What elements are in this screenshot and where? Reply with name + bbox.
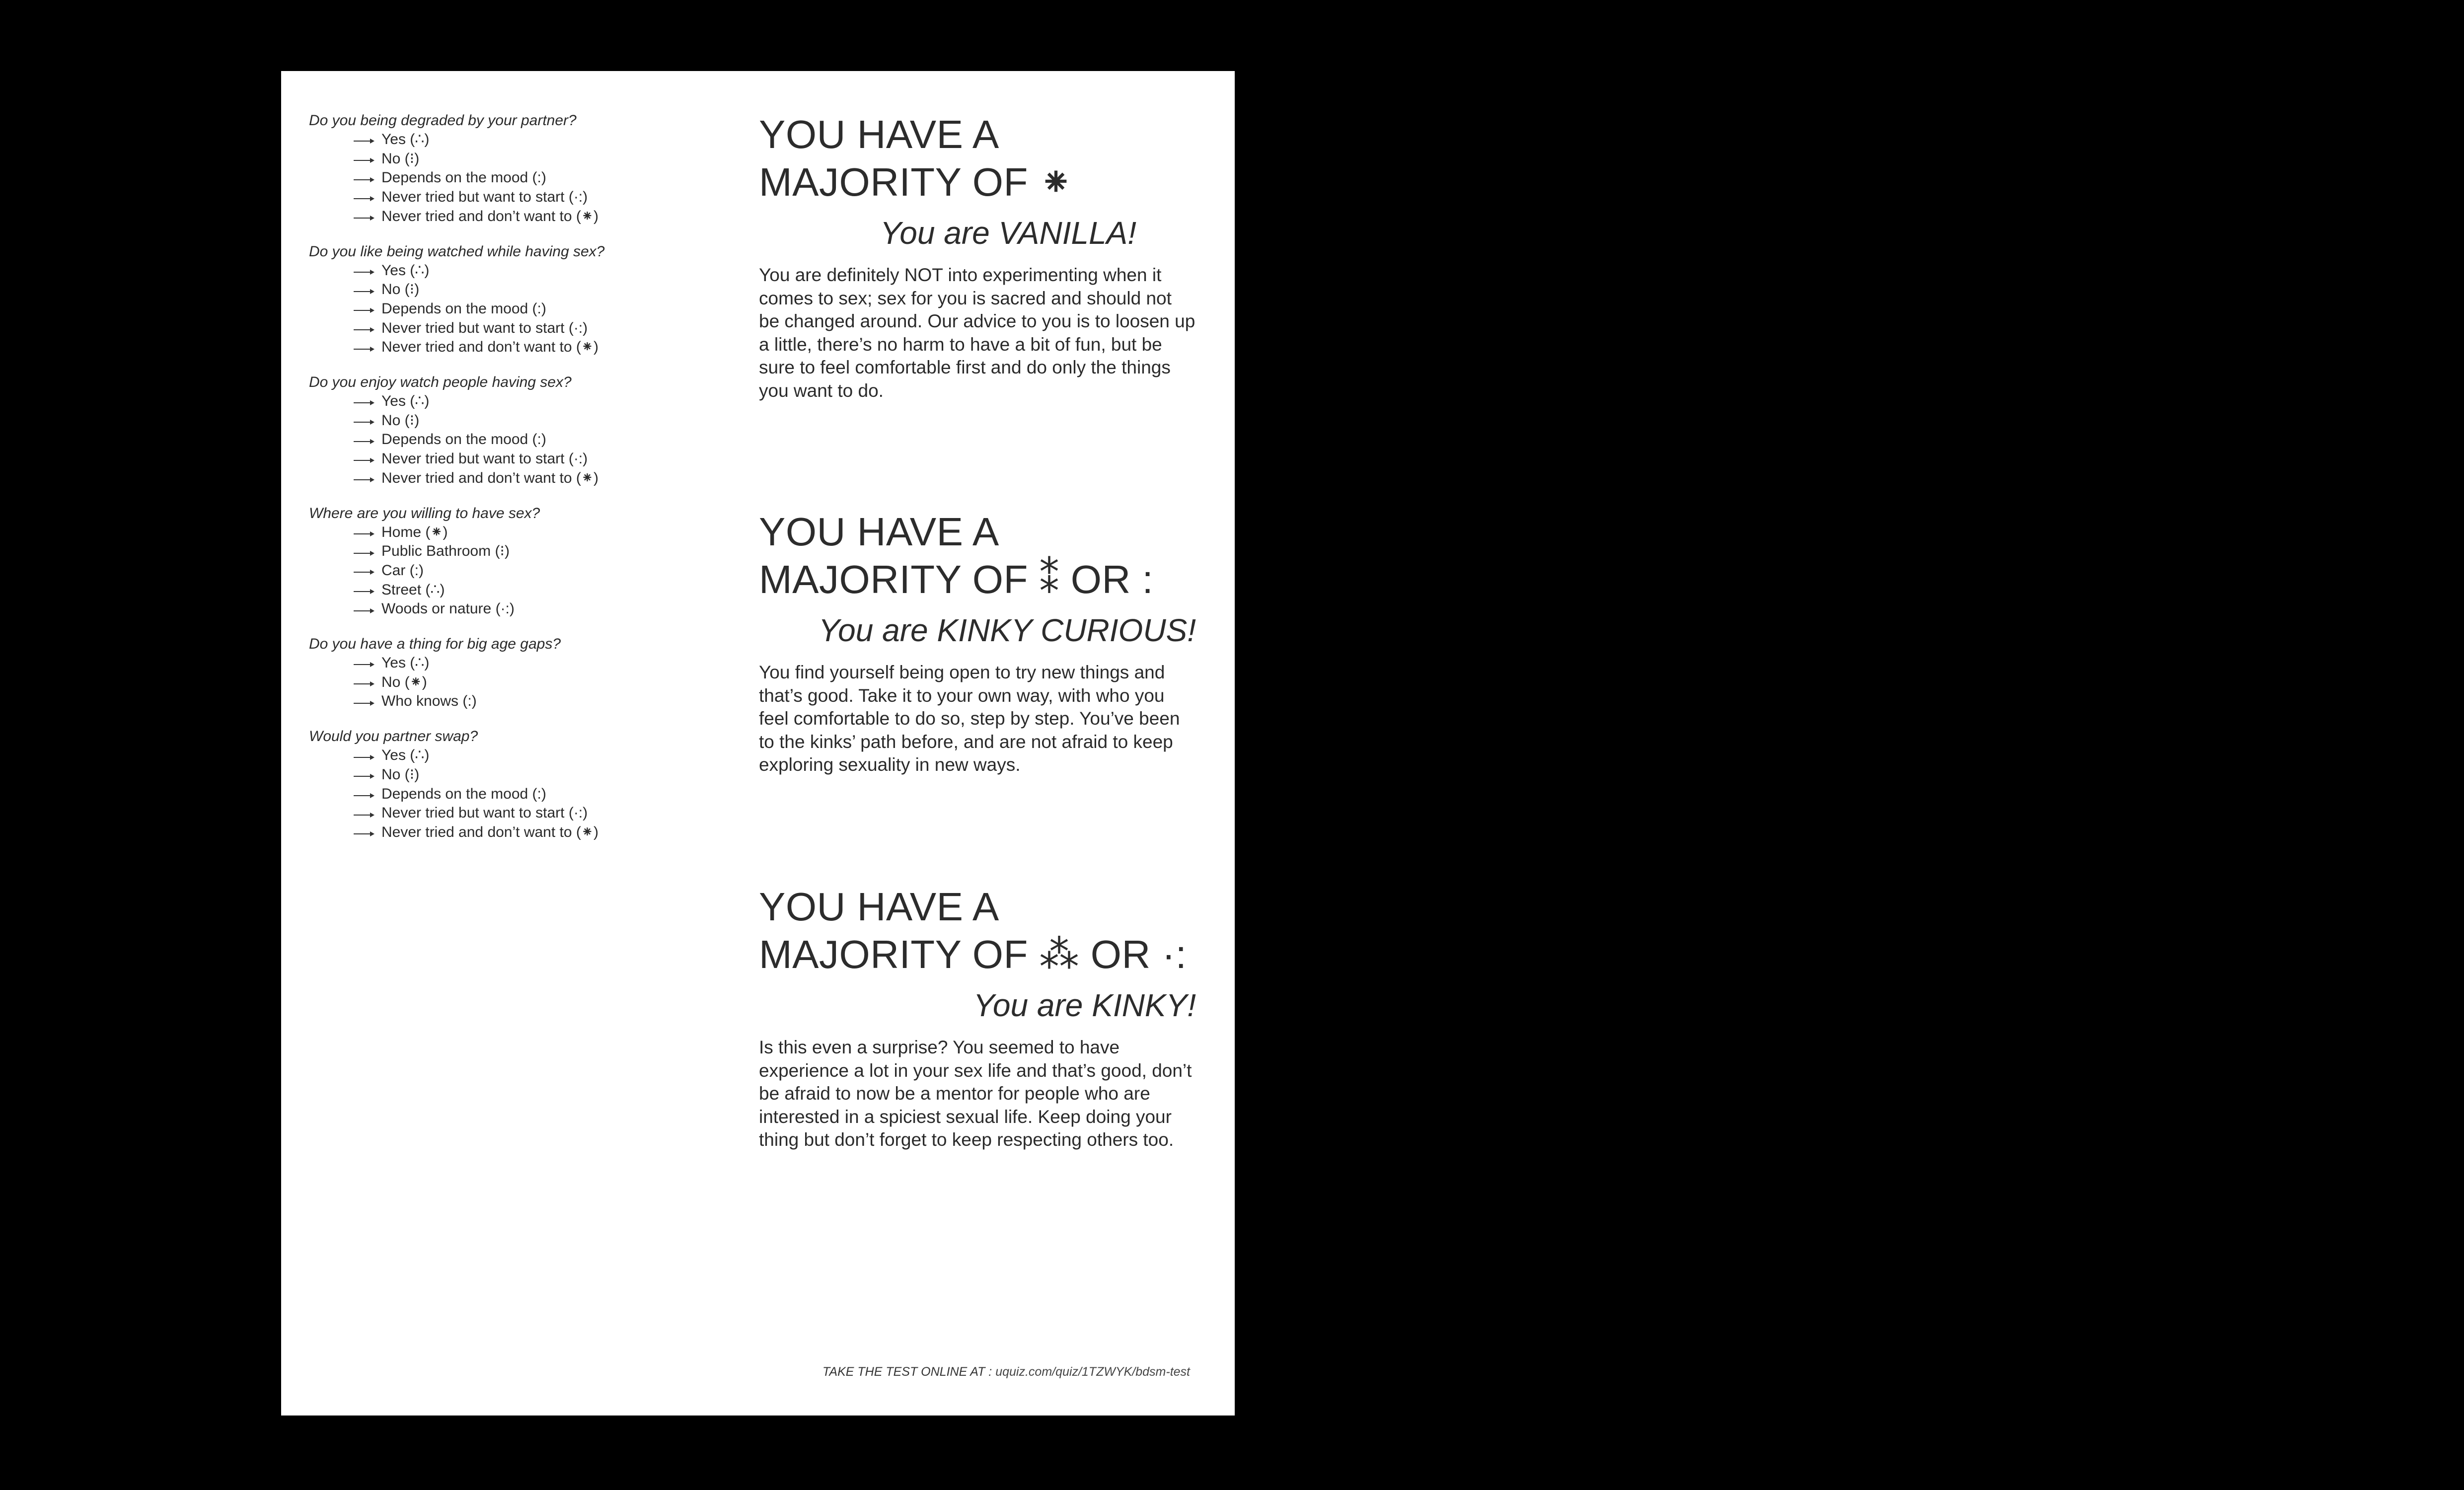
- result-heading: [759, 508, 1196, 603]
- arrow-icon: [354, 585, 374, 595]
- option-label: Never tried but want to start (·:): [381, 189, 588, 206]
- arrow-icon: [354, 566, 374, 576]
- option-item: [309, 765, 736, 785]
- footer-label: TAKE THE TEST ONLINE AT :: [822, 1365, 992, 1379]
- option-item: [309, 581, 736, 600]
- question-title: Do you have a thing for big age gaps?: [309, 636, 561, 653]
- option-label: Yes (∴): [381, 655, 430, 671]
- result-heading-line: YOU HAVE A: [759, 510, 999, 554]
- option-label: Never tried and don’t want to (⁕): [381, 208, 599, 224]
- option-label: Street (∴): [381, 581, 445, 598]
- result-description: You find yourself being open to try new things and that’s good. Take it to your own way, with who you feel comfortable to do so, step by step. You’ve been to the kinks’ path before, and are not afraid to keep exploring sexuality in new ways.: [759, 662, 1180, 775]
- arrow-icon: [354, 173, 374, 183]
- option-label: Depends on the mood (:): [381, 785, 546, 802]
- option-label: No (⁝): [381, 150, 420, 167]
- arrow-icon: [354, 789, 374, 799]
- option-item: [309, 523, 736, 542]
- option-label: No (⁝): [381, 766, 420, 783]
- option-label: Never tried but want to start (·:): [381, 805, 588, 821]
- arrow-icon: [354, 266, 374, 276]
- result-heading: [759, 111, 1196, 206]
- arrow-icon: [354, 454, 374, 464]
- result-description: You are definitely NOT into experimenting when it comes to sex; sex for you is sacred and should not be changed around. Our advice to you is to loosen up a little, there’s no harm to have a bit of fun, but be sure to feel comfortable first and do only the things you want to do.: [759, 265, 1195, 401]
- option-item: [309, 338, 736, 357]
- option-item: [309, 804, 736, 823]
- option-label: Never tried but want to start (·:): [381, 319, 588, 336]
- arrow-icon: [354, 396, 374, 406]
- option-label: Depends on the mood (:): [381, 431, 546, 448]
- option-label: Public Bathroom (⁝): [381, 543, 510, 560]
- option-item: [309, 411, 736, 431]
- result-kinky-curious: [759, 508, 1196, 777]
- result-heading-line: MAJORITY OF ⁂ OR ·:: [759, 932, 1187, 976]
- option-label: No (⁕): [381, 673, 427, 690]
- arrow-icon: [354, 697, 374, 707]
- option-label: Who knows (:): [381, 693, 477, 710]
- result-heading-line: YOU HAVE A: [759, 112, 999, 156]
- question-title: Would you partner swap?: [309, 728, 478, 745]
- option-item: [309, 673, 736, 692]
- arrow-icon: [354, 527, 374, 537]
- arrow-icon: [354, 135, 374, 145]
- option-item: [309, 130, 736, 149]
- arrow-icon: [354, 809, 374, 819]
- option-label: Never tried and don’t want to (⁕): [381, 469, 599, 486]
- arrow-icon: [354, 154, 374, 164]
- option-item: [309, 823, 736, 842]
- arrow-icon: [354, 212, 374, 222]
- arrow-icon: [354, 473, 374, 483]
- option-item: [309, 188, 736, 207]
- arrow-icon: [354, 304, 374, 314]
- option-label: Yes (∴): [381, 393, 430, 410]
- option-label: No (⁝): [381, 281, 420, 298]
- option-item: [309, 561, 736, 581]
- option-item: [309, 599, 736, 619]
- option-label: Depends on the mood (:): [381, 169, 546, 186]
- option-label: Yes (∴): [381, 131, 430, 148]
- option-item: [309, 392, 736, 411]
- question-6: [309, 727, 736, 842]
- footer-note: [822, 1365, 1190, 1379]
- arrow-icon: [354, 285, 374, 295]
- question-4: [309, 504, 736, 619]
- arrow-icon: [354, 827, 374, 837]
- option-label: Yes (∴): [381, 747, 430, 764]
- option-item: [309, 746, 736, 765]
- arrow-icon: [354, 547, 374, 557]
- option-item: [309, 299, 736, 319]
- option-label: No (⁝): [381, 412, 420, 429]
- option-item: [309, 280, 736, 299]
- option-label: Never tried and don’t want to (⁕): [381, 339, 599, 356]
- question-5: [309, 634, 736, 711]
- arrow-icon: [354, 751, 374, 761]
- option-item: [309, 207, 736, 226]
- option-label: Depends on the mood (:): [381, 300, 546, 317]
- arrow-icon: [354, 604, 374, 614]
- quiz-page: [281, 71, 1235, 1416]
- arrow-icon: [354, 192, 374, 202]
- option-label: Home (⁕): [381, 523, 448, 540]
- quiz-link[interactable]: uquiz.com/quiz/1TZWYK/bdsm-test: [995, 1365, 1190, 1379]
- result-vanilla: [759, 111, 1196, 402]
- option-item: [309, 654, 736, 673]
- result-subtitle: You are KINKY CURIOUS!: [819, 612, 1196, 648]
- result-subtitle: You are KINKY!: [973, 987, 1196, 1023]
- arrow-icon: [354, 416, 374, 426]
- arrow-icon: [354, 323, 374, 333]
- option-item: [309, 542, 736, 561]
- question-title: Where are you willing to have sex?: [309, 505, 540, 522]
- question-2: [309, 242, 736, 358]
- option-item: [309, 430, 736, 449]
- arrow-icon: [354, 770, 374, 780]
- result-kinky: [759, 883, 1196, 1152]
- result-heading: [759, 883, 1196, 978]
- option-item: [309, 469, 736, 488]
- result-heading-line: YOU HAVE A: [759, 885, 999, 929]
- question-1: [309, 111, 736, 226]
- option-label: Never tried but want to start (·:): [381, 450, 588, 467]
- option-label: Never tried and don’t want to (⁕): [381, 823, 599, 840]
- arrow-icon: [354, 677, 374, 687]
- question-title: Do you enjoy watch people having sex?: [309, 374, 572, 391]
- arrow-icon: [354, 435, 374, 445]
- result-description: Is this even a surprise? You seemed to have experience a lot in your sex life and that’s good, don’t be afraid to now be a mentor for people who are interested in a spiciest sexual life. Keep doing your thing but don’t forget to keep respecting others too.: [759, 1037, 1192, 1150]
- option-item: [309, 692, 736, 711]
- option-item: [309, 319, 736, 338]
- option-item: [309, 261, 736, 281]
- option-item: [309, 449, 736, 469]
- option-label: Yes (∴): [381, 262, 430, 279]
- option-item: [309, 149, 736, 169]
- question-title: Do you being degraded by your partner?: [309, 112, 577, 129]
- option-label: Woods or nature (·:): [381, 600, 515, 617]
- arrow-icon: [354, 658, 374, 668]
- question-title: Do you like being watched while having sex?: [309, 243, 605, 260]
- questions-column: [309, 111, 736, 858]
- option-item: [309, 168, 736, 188]
- result-heading-line: MAJORITY OF ⁑ OR :: [759, 557, 1154, 601]
- option-label: Car (:): [381, 562, 424, 579]
- result-heading-line: MAJORITY OF ⁕: [759, 160, 1073, 204]
- option-item: [309, 785, 736, 804]
- result-subtitle: You are VANILLA!: [880, 215, 1136, 251]
- arrow-icon: [354, 343, 374, 353]
- question-3: [309, 372, 736, 488]
